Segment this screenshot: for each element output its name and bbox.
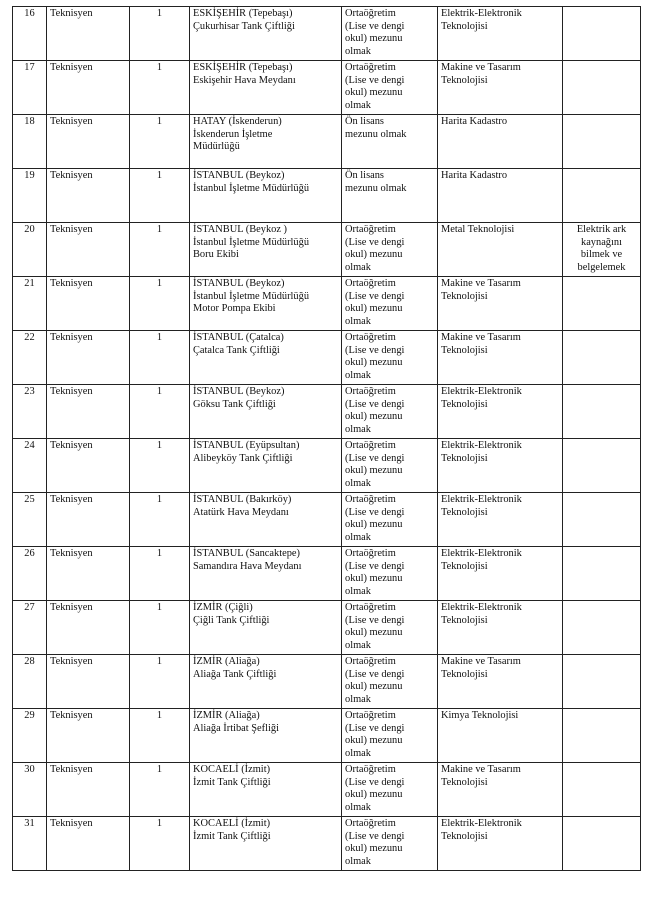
position-title: Teknisyen [47, 439, 130, 493]
education-requirement-line: (Lise ve dengi [345, 344, 405, 356]
department-requirement-line: Teknolojisi [441, 74, 488, 86]
unit-location-line: İzmit Tank Çiftliği [193, 776, 271, 788]
unit-location [190, 655, 342, 709]
department-requirement-line: Makine ve Tasarım [441, 656, 521, 667]
unit-location-line: Çiğli Tank Çiftliği [193, 614, 270, 626]
education-requirement-line: (Lise ve dengi [345, 722, 405, 734]
education-requirement-line: okul) mezunu [345, 357, 403, 369]
department-requirement-line: Teknolojisi [441, 398, 488, 410]
row-number: 16 [13, 7, 47, 61]
unit-location [190, 817, 342, 871]
unit-location-line: İSTANBUL (Bakırköy) [193, 494, 292, 505]
department-requirement-line: Harita Kadastro [441, 116, 508, 127]
education-requirement-line: okul) mezunu [345, 249, 403, 261]
additional-note [563, 7, 641, 61]
unit-location-line: ESKİŞEHİR (Tepebaşı) [193, 8, 293, 19]
unit-location-line: HATAY (İskenderun) [193, 116, 282, 127]
education-requirement-line: Ortaöğretim [345, 764, 396, 775]
unit-location-line: Aliağa Tank Çiftliği [193, 668, 277, 680]
department-requirement [438, 547, 563, 601]
row-number: 21 [13, 277, 47, 331]
unit-location-line: Alibeyköy Tank Çiftliği [193, 452, 293, 464]
education-requirement [342, 277, 438, 331]
unit-location [190, 493, 342, 547]
department-requirement [438, 655, 563, 709]
department-requirement [438, 277, 563, 331]
unit-location-line: KOCAELİ (İzmit) [193, 764, 271, 775]
position-title: Teknisyen [47, 223, 130, 277]
unit-location-line: Aliağa İrtibat Şefliği [193, 722, 279, 734]
education-requirement [342, 817, 438, 871]
additional-note [563, 331, 641, 385]
additional-note [563, 169, 641, 223]
education-requirement-line: mezunu olmak [345, 128, 407, 140]
row-number: 28 [13, 655, 47, 709]
table-row [13, 817, 641, 871]
education-requirement-line: (Lise ve dengi [345, 506, 405, 518]
education-requirement-line: olmak [345, 585, 371, 597]
row-number: 23 [13, 385, 47, 439]
position-count: 1 [130, 61, 190, 115]
department-requirement [438, 763, 563, 817]
additional-note [563, 61, 641, 115]
education-requirement-line: Ortaöğretim [345, 440, 396, 451]
education-requirement-line: olmak [345, 477, 371, 489]
additional-note [563, 655, 641, 709]
education-requirement-line: Ortaöğretim [345, 278, 396, 289]
position-title: Teknisyen [47, 493, 130, 547]
unit-location-line: İSTANBUL (Çatalca) [193, 332, 284, 343]
department-requirement-line: Teknolojisi [441, 830, 488, 842]
position-title: Teknisyen [47, 547, 130, 601]
unit-location [190, 547, 342, 601]
unit-location-line: İZMİR (Çiğli) [193, 602, 253, 613]
row-number: 31 [13, 817, 47, 871]
position-title: Teknisyen [47, 61, 130, 115]
additional-note [563, 547, 641, 601]
education-requirement-line: (Lise ve dengi [345, 236, 405, 248]
education-requirement-line: okul) mezunu [345, 411, 403, 423]
education-requirement-line: Ön lisans [345, 170, 384, 181]
additional-note [563, 385, 641, 439]
unit-location-line: İSTANBUL (Eyüpsultan) [193, 440, 300, 451]
position-title: Teknisyen [47, 277, 130, 331]
row-number: 20 [13, 223, 47, 277]
department-requirement-line: Elektrik-Elektronik [441, 818, 522, 829]
education-requirement-line: olmak [345, 693, 371, 705]
row-number: 18 [13, 115, 47, 169]
position-count: 1 [130, 655, 190, 709]
education-requirement [342, 61, 438, 115]
position-count: 1 [130, 601, 190, 655]
additional-note [563, 223, 641, 277]
table-row [13, 223, 641, 277]
education-requirement [342, 655, 438, 709]
unit-location-line: Çatalca Tank Çiftliği [193, 344, 280, 356]
position-count: 1 [130, 547, 190, 601]
unit-location-line: Boru Ekibi [193, 249, 239, 261]
education-requirement-line: olmak [345, 855, 371, 867]
department-requirement-line: Makine ve Tasarım [441, 764, 521, 775]
position-count: 1 [130, 223, 190, 277]
education-requirement-line: okul) mezunu [345, 87, 403, 99]
unit-location [190, 223, 342, 277]
unit-location [190, 385, 342, 439]
table-row [13, 709, 641, 763]
unit-location [190, 61, 342, 115]
education-requirement-line: Ortaöğretim [345, 386, 396, 397]
unit-location [190, 601, 342, 655]
table-row [13, 169, 641, 223]
education-requirement-line: Ortaöğretim [345, 494, 396, 505]
row-number: 26 [13, 547, 47, 601]
education-requirement-line: olmak [345, 315, 371, 327]
education-requirement-line: okul) mezunu [345, 519, 403, 531]
unit-location-line: İZMİR (Aliağa) [193, 710, 260, 721]
position-title: Teknisyen [47, 385, 130, 439]
department-requirement-line: Teknolojisi [441, 20, 488, 32]
position-count: 1 [130, 331, 190, 385]
row-number: 27 [13, 601, 47, 655]
department-requirement-line: Elektrik-Elektronik [441, 386, 522, 397]
education-requirement-line: (Lise ve dengi [345, 74, 405, 86]
position-table [12, 6, 641, 871]
education-requirement-line: Ortaöğretim [345, 548, 396, 559]
education-requirement [342, 115, 438, 169]
department-requirement-line: Teknolojisi [441, 560, 488, 572]
additional-note [563, 763, 641, 817]
education-requirement-line: (Lise ve dengi [345, 776, 405, 788]
education-requirement-line: olmak [345, 801, 371, 813]
department-requirement-line: Elektrik-Elektronik [441, 548, 522, 559]
department-requirement-line: Teknolojisi [441, 776, 488, 788]
unit-location [190, 7, 342, 61]
unit-location [190, 709, 342, 763]
row-number: 25 [13, 493, 47, 547]
education-requirement-line: olmak [345, 261, 371, 273]
education-requirement-line: olmak [345, 369, 371, 381]
position-title: Teknisyen [47, 331, 130, 385]
education-requirement-line: olmak [345, 747, 371, 759]
position-title: Teknisyen [47, 709, 130, 763]
unit-location-line: İstanbul İşletme Müdürlüğü [193, 182, 310, 194]
education-requirement-line: (Lise ve dengi [345, 20, 405, 32]
education-requirement-line: (Lise ve dengi [345, 290, 405, 302]
table-row [13, 277, 641, 331]
position-title: Teknisyen [47, 7, 130, 61]
unit-location-line: İzmit Tank Çiftliği [193, 830, 271, 842]
department-requirement-line: Teknolojisi [441, 290, 488, 302]
education-requirement-line: okul) mezunu [345, 465, 403, 477]
row-number: 29 [13, 709, 47, 763]
education-requirement-line: olmak [345, 45, 371, 57]
additional-note [563, 709, 641, 763]
department-requirement-line: Elektrik-Elektronik [441, 602, 522, 613]
department-requirement-line: Harita Kadastro [441, 170, 508, 181]
unit-location-line: İstanbul İşletme Müdürlüğü [193, 290, 310, 302]
position-title: Teknisyen [47, 655, 130, 709]
position-count: 1 [130, 817, 190, 871]
additional-note [563, 601, 641, 655]
department-requirement-line: Makine ve Tasarım [441, 62, 521, 73]
education-requirement [342, 763, 438, 817]
position-count: 1 [130, 439, 190, 493]
position-title: Teknisyen [47, 115, 130, 169]
department-requirement [438, 385, 563, 439]
education-requirement-line: okul) mezunu [345, 627, 403, 639]
unit-location-line: Samandıra Hava Meydanı [193, 560, 302, 572]
education-requirement [342, 601, 438, 655]
department-requirement [438, 115, 563, 169]
education-requirement [342, 385, 438, 439]
education-requirement-line: (Lise ve dengi [345, 398, 405, 410]
department-requirement [438, 61, 563, 115]
unit-location [190, 115, 342, 169]
education-requirement-line: Ortaöğretim [345, 656, 396, 667]
education-requirement-line: okul) mezunu [345, 681, 403, 693]
additional-note-line: Elektrik ark [576, 224, 627, 235]
additional-note-line: kaynağını [581, 236, 622, 248]
unit-location-line: İskenderun İşletme [193, 128, 273, 140]
unit-location-line: İstanbul İşletme Müdürlüğü [193, 236, 310, 248]
table-body [13, 7, 641, 871]
department-requirement-line: Makine ve Tasarım [441, 332, 521, 343]
position-title: Teknisyen [47, 763, 130, 817]
department-requirement [438, 439, 563, 493]
unit-location [190, 439, 342, 493]
unit-location-line: Göksu Tank Çiftliği [193, 398, 276, 410]
education-requirement-line: Ortaöğretim [345, 332, 396, 343]
education-requirement-line: okul) mezunu [345, 843, 403, 855]
education-requirement [342, 7, 438, 61]
additional-note [563, 493, 641, 547]
department-requirement-line: Elektrik-Elektronik [441, 440, 522, 451]
education-requirement [342, 223, 438, 277]
unit-location-line: Atatürk Hava Meydanı [193, 506, 289, 518]
unit-location-line: KOCAELİ (İzmit) [193, 818, 271, 829]
table-row [13, 763, 641, 817]
education-requirement-line: okul) mezunu [345, 303, 403, 315]
education-requirement-line: olmak [345, 531, 371, 543]
education-requirement-line: (Lise ve dengi [345, 830, 405, 842]
education-requirement-line: Ortaöğretim [345, 224, 396, 235]
table-row [13, 7, 641, 61]
department-requirement [438, 601, 563, 655]
unit-location [190, 331, 342, 385]
department-requirement [438, 169, 563, 223]
position-count: 1 [130, 385, 190, 439]
department-requirement [438, 709, 563, 763]
education-requirement-line: okul) mezunu [345, 735, 403, 747]
education-requirement-line: okul) mezunu [345, 573, 403, 585]
position-title: Teknisyen [47, 817, 130, 871]
unit-location [190, 763, 342, 817]
department-requirement [438, 331, 563, 385]
additional-note [563, 817, 641, 871]
unit-location-line: İSTANBUL (Sancaktepe) [193, 548, 300, 559]
row-number: 22 [13, 331, 47, 385]
position-count: 1 [130, 169, 190, 223]
position-count: 1 [130, 7, 190, 61]
table-row [13, 547, 641, 601]
unit-location-line: Motor Pompa Ekibi [193, 303, 276, 315]
education-requirement-line: okul) mezunu [345, 33, 403, 45]
row-number: 17 [13, 61, 47, 115]
department-requirement-line: Elektrik-Elektronik [441, 8, 522, 19]
additional-note [563, 439, 641, 493]
education-requirement-line: (Lise ve dengi [345, 668, 405, 680]
education-requirement [342, 439, 438, 493]
row-number: 19 [13, 169, 47, 223]
additional-note-line: bilmek ve [580, 249, 623, 261]
position-count: 1 [130, 277, 190, 331]
education-requirement-line: (Lise ve dengi [345, 614, 405, 626]
education-requirement-line: olmak [345, 639, 371, 651]
education-requirement [342, 493, 438, 547]
position-title: Teknisyen [47, 169, 130, 223]
education-requirement-line: (Lise ve dengi [345, 452, 405, 464]
position-title: Teknisyen [47, 601, 130, 655]
education-requirement-line: mezunu olmak [345, 182, 407, 194]
row-number: 30 [13, 763, 47, 817]
department-requirement-line: Kimya Teknolojisi [441, 710, 519, 721]
department-requirement [438, 7, 563, 61]
unit-location-line: İSTANBUL (Beykoz ) [193, 224, 288, 235]
unit-location-line: İZMİR (Aliağa) [193, 656, 260, 667]
education-requirement-line: Ortaöğretim [345, 62, 396, 73]
table-row [13, 601, 641, 655]
unit-location-line: İSTANBUL (Beykoz) [193, 386, 285, 397]
table-row [13, 385, 641, 439]
unit-location [190, 169, 342, 223]
position-count: 1 [130, 763, 190, 817]
table-row [13, 493, 641, 547]
education-requirement [342, 169, 438, 223]
education-requirement [342, 709, 438, 763]
unit-location-line: ESKİŞEHİR (Tepebaşı) [193, 62, 293, 73]
department-requirement [438, 493, 563, 547]
education-requirement-line: (Lise ve dengi [345, 560, 405, 572]
education-requirement-line: okul) mezunu [345, 789, 403, 801]
education-requirement [342, 547, 438, 601]
unit-location-line: Eskişehir Hava Meydanı [193, 74, 296, 86]
education-requirement-line: Ortaöğretim [345, 602, 396, 613]
position-count: 1 [130, 115, 190, 169]
department-requirement [438, 817, 563, 871]
department-requirement-line: Elektrik-Elektronik [441, 494, 522, 505]
department-requirement-line: Metal Teknolojisi [441, 224, 515, 235]
position-count: 1 [130, 493, 190, 547]
department-requirement-line: Teknolojisi [441, 668, 488, 680]
unit-location-line: İSTANBUL (Beykoz) [193, 278, 285, 289]
unit-location-line: Müdürlüğü [193, 141, 240, 153]
department-requirement-line: Teknolojisi [441, 614, 488, 626]
table-row [13, 61, 641, 115]
position-count: 1 [130, 709, 190, 763]
education-requirement-line: olmak [345, 423, 371, 435]
education-requirement-line: Ön lisans [345, 116, 384, 127]
department-requirement-line: Makine ve Tasarım [441, 278, 521, 289]
department-requirement-line: Teknolojisi [441, 506, 488, 518]
row-number: 24 [13, 439, 47, 493]
department-requirement [438, 223, 563, 277]
department-requirement-line: Teknolojisi [441, 452, 488, 464]
table-row [13, 331, 641, 385]
education-requirement-line: Ortaöğretim [345, 8, 396, 19]
unit-location [190, 277, 342, 331]
education-requirement-line: Ortaöğretim [345, 818, 396, 829]
table-row [13, 655, 641, 709]
education-requirement [342, 331, 438, 385]
table-row [13, 439, 641, 493]
additional-note [563, 277, 641, 331]
department-requirement-line: Teknolojisi [441, 344, 488, 356]
unit-location-line: Çukurhisar Tank Çiftliği [193, 20, 295, 32]
additional-note-line: belgelemek [577, 261, 626, 273]
table-row [13, 115, 641, 169]
education-requirement-line: olmak [345, 99, 371, 111]
additional-note [563, 115, 641, 169]
unit-location-line: İSTANBUL (Beykoz) [193, 170, 285, 181]
education-requirement-line: Ortaöğretim [345, 710, 396, 721]
